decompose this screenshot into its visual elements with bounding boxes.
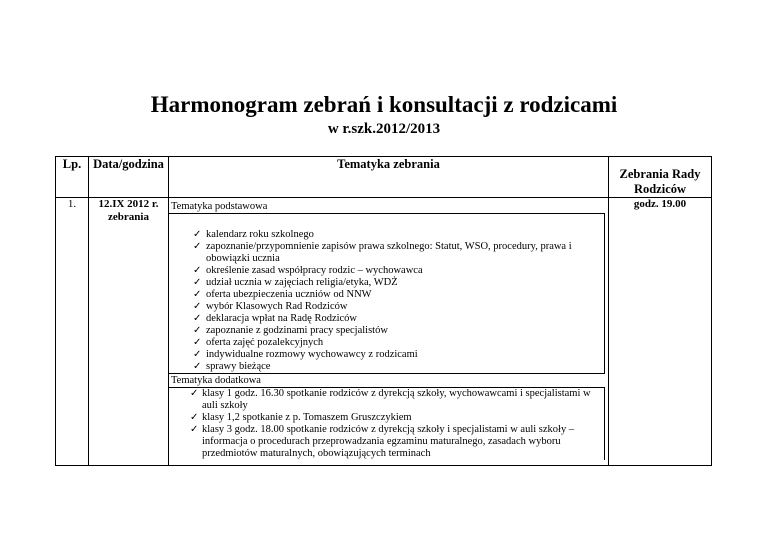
checkmark-icon: ✓ (193, 325, 202, 336)
list-item-text: deklaracja wpłat na Radę Rodziców (206, 313, 358, 324)
list-item (169, 301, 600, 313)
list-item (169, 289, 600, 301)
header-row (56, 157, 712, 198)
basic-topics-box (169, 213, 605, 374)
list-item (169, 388, 600, 412)
checkmark-icon: ✓ (193, 289, 202, 300)
schedule-table (55, 156, 712, 466)
list-item-text: klasy 1 godz. 16.30 spotkanie rodziców z dyrekcją szkoły, wychowawcami i specjalistami w auli szkoły (202, 388, 591, 411)
list-item-text: klasy 1,2 spotkanie z p. Tomaszem Gruszczykiem (202, 412, 412, 423)
header-council-line2: Rodziców (633, 182, 687, 196)
list-item (169, 241, 600, 265)
checkmark-icon: ✓ (193, 265, 202, 276)
checkmark-icon: ✓ (190, 388, 199, 399)
header-council-line1: Zebrania Rady (619, 167, 701, 181)
row-topics (169, 198, 609, 466)
row-number: 1. (56, 198, 89, 466)
checkmark-icon: ✓ (193, 313, 202, 324)
list-item-text: zapoznanie z godzinami pracy specjalistów (206, 325, 388, 336)
list-item-text: sprawy bieżące (206, 361, 271, 372)
checkmark-icon: ✓ (193, 361, 202, 372)
checkmark-icon: ✓ (193, 349, 202, 360)
row-council-time (609, 198, 712, 466)
list-item-text: kalendarz roku szkolnego (206, 229, 314, 240)
row-date-line2: zebrania (108, 211, 149, 223)
checkmark-icon: ✓ (193, 241, 202, 252)
list-item-text: klasy 3 godz. 18.00 spotkanie rodziców z dyrekcją szkoły i specjalistami w auli szkoły – informacja o procedurach przeprowadzania egzaminu maturalnego, zasadach wyboru przedmiotów maturalnych, obowiązujących terminach (202, 424, 575, 459)
list-item-text: wybór Klasowych Rad Rodziców (206, 301, 348, 312)
list-item (169, 277, 600, 289)
list-item-text: udział ucznia w zajęciach religia/etyka, WDŻ (206, 277, 398, 288)
checkmark-icon: ✓ (190, 424, 199, 435)
basic-topics-title: Tematyka podstawowa (171, 201, 268, 212)
list-item (169, 361, 600, 373)
list-item (169, 349, 600, 361)
list-item (169, 313, 600, 325)
list-item-text: oferta zajęć pozalekcyjnych (206, 337, 324, 348)
council-time-value: godz. 19.00 (633, 198, 687, 210)
header-lp: Lp. (56, 157, 89, 198)
list-item-text: zapoznanie/przypomnienie zapisów prawa szkolnego: Statut, WSO, procedury, prawa i obowiązki ucznia (206, 241, 572, 264)
row-date-line1: 12.IX 2012 r. (98, 198, 159, 210)
header-council (609, 157, 712, 198)
additional-topics-box (169, 387, 605, 460)
list-item-text: oferta ubezpieczenia uczniów od NNW (206, 289, 372, 300)
checkmark-icon: ✓ (193, 301, 202, 312)
list-item (169, 265, 600, 277)
row-date (89, 198, 169, 466)
list-item (169, 337, 600, 349)
additional-topics-list (169, 388, 604, 460)
list-item (169, 325, 600, 337)
header-topic: Tematyka zebrania (169, 157, 609, 198)
checkmark-icon: ✓ (193, 337, 202, 348)
list-item (169, 229, 600, 241)
table-row (56, 198, 712, 466)
list-item-text: indywidualne rozmowy wychowawcy z rodzicami (206, 349, 418, 360)
checkmark-icon: ✓ (190, 412, 199, 423)
basic-topics-list (169, 229, 604, 373)
document-title: Harmonogram zebrań i konsultacji z rodzicami (150, 92, 618, 117)
list-item (169, 424, 600, 460)
additional-topics-title: Tematyka dodatkowa (171, 375, 261, 386)
document-subtitle: w r.szk.2012/2013 (327, 121, 441, 137)
list-item-text: określenie zasad współpracy rodzic – wychowawca (206, 265, 423, 276)
checkmark-icon: ✓ (193, 229, 202, 240)
header-date: Data/godzina (89, 157, 169, 198)
checkmark-icon: ✓ (193, 277, 202, 288)
list-item (169, 412, 600, 424)
